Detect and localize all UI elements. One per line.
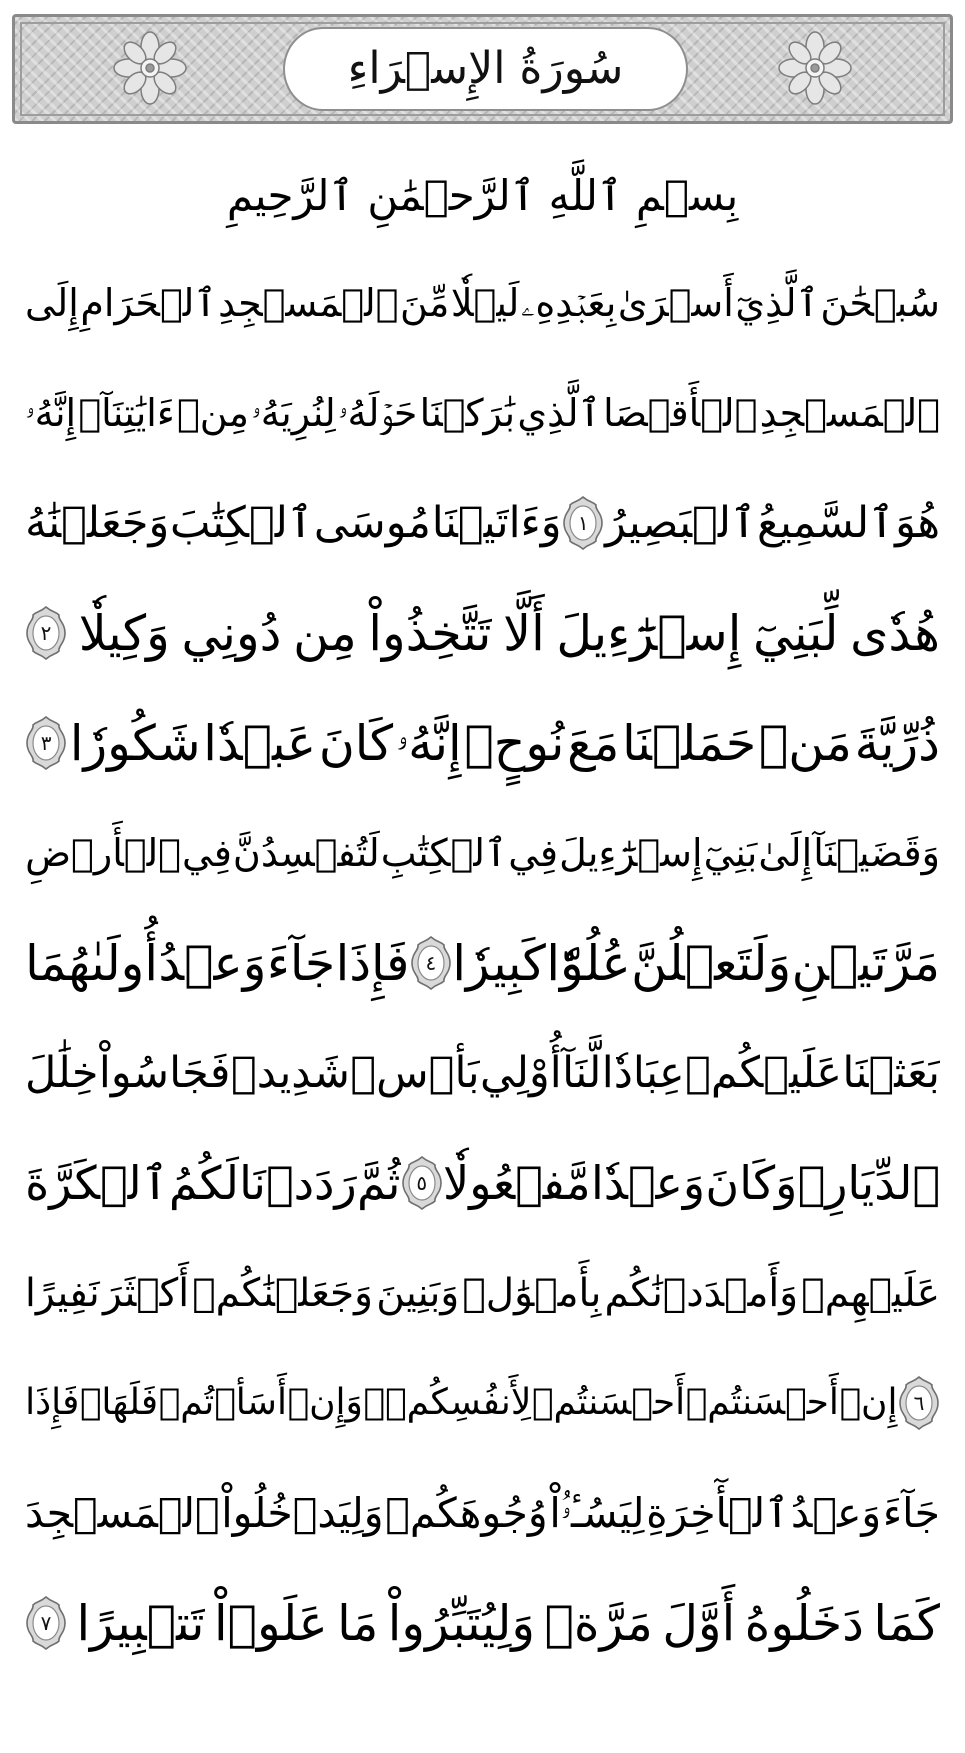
verse-word: فَجَاسُواْ: [98, 1047, 231, 1098]
ayah-number-marker: [562, 495, 604, 551]
verse-word: مُوسَى: [313, 497, 431, 548]
verse-word: وُجُوهَكُمۡ: [385, 1488, 548, 1537]
verse-line: [25, 468, 940, 578]
verse-word: شَدِيدٖ: [230, 1047, 350, 1098]
verse-word: ٱلۡمَسۡجِدَ: [25, 1488, 220, 1537]
verse-word: بِعَبۡدِهِۦ: [520, 281, 617, 325]
ayah-number-marker: [410, 935, 452, 991]
verse-word: بِأَمۡوَٰلٖ: [462, 1270, 602, 1316]
verse-word: ٱلدِّيَارِۚ: [797, 1156, 940, 1210]
verse-word: وَعۡدٗا: [590, 1156, 706, 1210]
ayah-number-marker: [25, 605, 67, 661]
verse-word: ٱلۡأَرۡضِ: [25, 831, 181, 875]
verse-line: [25, 1568, 940, 1678]
verse-word: وَلَتَعۡلُنَّ: [631, 934, 792, 992]
verse-word: عَبۡدٗا: [203, 714, 317, 772]
verse-word: ٱلۡمَسۡجِدِ: [218, 281, 399, 325]
verse-word: وَقَضَيۡنَآ: [813, 831, 940, 875]
verse-word: لِّبَنِيٓ: [753, 604, 839, 662]
verse-word: ٱلۡحَرَامِ: [80, 281, 217, 325]
verse-word: عِبَادٗا: [601, 1047, 685, 1098]
verse-word: أَحۡسَنتُمۡ: [685, 1382, 839, 1423]
verse-word: وَلِيُتَبِّرُواْ: [387, 1594, 536, 1652]
verse-line: [25, 358, 940, 468]
basmala: بِسۡمِ ٱللَّهِ ٱلرَّحۡمَٰنِ ٱلرَّحِيمِ: [226, 171, 739, 220]
verse-word: لَكُمُ: [168, 1156, 239, 1210]
verse-word: وَعۡدُ: [158, 934, 267, 992]
ayah-number: ٦: [913, 1391, 925, 1415]
verse-word: كَانَ: [318, 714, 394, 772]
verse-word: لَتُفۡسِدُنَّ: [232, 831, 380, 875]
verse-word: وَلِيَدۡخُلُواْ: [221, 1488, 384, 1537]
verse-word: كَمَا: [873, 1594, 940, 1652]
verse-word: ٱلَّذِيٓ: [735, 281, 819, 325]
verse-word: مَرَّتَيۡنِ: [791, 934, 940, 992]
verse-word: ٱلَّذِي: [517, 391, 601, 435]
ayah-number-marker: [25, 715, 67, 771]
verse-word: هُوَ: [895, 497, 940, 548]
verse-word: وَعۡدُ: [790, 1488, 882, 1537]
verse-word: أَلَّا: [503, 604, 545, 662]
verse-word: وَجَعَلۡنَٰكُمۡ: [192, 1270, 374, 1316]
verse-word: مِّنَ: [400, 281, 450, 325]
verse-line: [25, 1238, 940, 1348]
verse-word: مَا: [337, 1594, 379, 1652]
verse-word: ٱلۡمَسۡجِدِ: [759, 391, 940, 435]
verse-word: جَآءَ: [882, 1488, 940, 1537]
verse-word: شَكُورٗا: [69, 714, 201, 772]
verse-word: وَكَانَ: [705, 1156, 798, 1210]
verse-word: ذُرِّيَّةَ: [854, 714, 940, 772]
verse-word: جَآءَ: [266, 934, 336, 992]
verse-word: إِلَىٰ: [758, 831, 813, 875]
verse-word: وَأَمۡدَدۡنَٰكُم: [604, 1270, 799, 1316]
ayah-number-marker: [401, 1155, 443, 1211]
verse-word: لِيَسُـٔۥُاْ: [549, 1488, 645, 1537]
verse-word: فِي: [182, 831, 232, 875]
verse-word: بَنِيٓ: [703, 831, 758, 875]
verse-word: هُدٗى: [850, 604, 940, 662]
ayah-number: ٣: [40, 731, 52, 755]
floral-rosette-icon: [778, 31, 852, 105]
verse-word: عُلُوّٗا: [546, 934, 631, 992]
verse-line: [25, 248, 940, 358]
verse-word: عَلَوۡاْ: [213, 1594, 328, 1652]
ayah-number-marker: [898, 1375, 940, 1431]
ayah-number: ٥: [416, 1171, 428, 1195]
verse-word: مَرَّةٖ: [544, 1594, 653, 1652]
verse-word: إِسۡرَٰٓءِيلَ: [556, 604, 742, 662]
verse-word: أَسۡرَىٰ: [617, 281, 734, 325]
verse-word: حَوۡلَهُۥ: [338, 391, 418, 435]
verse-word: ٱلۡأٓخِرَةِ: [646, 1488, 790, 1537]
verse-word: أَكۡثَرَ: [102, 1270, 190, 1316]
verse-word: ٱلۡكِتَٰبَ: [170, 497, 314, 548]
verse-word: ٱلسَّمِيعُ: [756, 497, 895, 548]
verse-line: [25, 688, 940, 798]
verse-line: [25, 1018, 940, 1128]
ayah-number: ١: [577, 511, 589, 535]
verse-word: حَمَلۡنَا: [622, 714, 757, 772]
verse-line: [25, 1348, 940, 1458]
verse-lines: [25, 248, 940, 1678]
verse-word: إِنَّهُۥ: [395, 714, 462, 772]
verse-word: أُولَىٰهُمَا: [25, 934, 158, 992]
verse-line: [25, 1128, 940, 1238]
verse-word: مَنۡ: [758, 714, 852, 772]
verse-word: إِلَى: [25, 281, 79, 325]
verse-word: وَكِيلٗا: [78, 604, 170, 662]
verse-word: نُوحٍۚ: [464, 714, 565, 772]
verse-line: [25, 1458, 940, 1568]
verse-word: بَعَثۡنَا: [842, 1047, 940, 1098]
verse-word: مَعَ: [567, 714, 620, 772]
surah-header-banner: [12, 14, 953, 124]
surah-title-cartouche: [283, 27, 688, 111]
verse-line: [25, 798, 940, 908]
verse-word: دَخَلُوهُ: [744, 1594, 864, 1652]
surah-title: سُورَةُ الإِسۡرَاءِ: [347, 43, 624, 94]
verse-word: أُوْلِي: [480, 1047, 562, 1098]
verse-word: ءَايَٰتِنَآۚ: [78, 391, 175, 435]
verse-word: نَفِيرًا: [25, 1270, 100, 1316]
verse-word: ٱلۡبَصِيرُ: [605, 497, 757, 548]
verse-word: وَبَنِينَ: [376, 1270, 460, 1316]
verse-word: خِلَٰلَ: [25, 1047, 99, 1098]
verse-word: عَلَيۡهِمۡ: [801, 1270, 940, 1316]
verse-word: وَجَعَلۡنَٰهُ: [25, 497, 170, 548]
verse-word: لَيۡلٗا: [450, 281, 520, 325]
verse-word: بَٰرَكۡنَا: [419, 391, 516, 435]
verse-word: كَبِيرٗا: [452, 934, 546, 992]
verse-word: أَحۡسَنتُمۡ: [531, 1382, 686, 1423]
verse-line: [25, 578, 940, 688]
verse-word: فَإِذَا: [25, 1382, 80, 1423]
verse-word: عَلَيۡكُمۡ: [685, 1047, 842, 1098]
verse-word: مِن: [293, 604, 357, 662]
verse-word: مِنۡ: [176, 391, 250, 435]
verse-word: إِنَّهُۥ: [25, 391, 77, 435]
verse-word: وَءَاتَيۡنَا: [431, 497, 562, 548]
verse-word: ٱلۡكَرَّةَ: [25, 1156, 169, 1210]
verse-word: مَّفۡعُولٗا: [442, 1156, 591, 1210]
ayah-number-marker: [25, 1595, 67, 1651]
verse-word: أَوَّلَ: [662, 1594, 736, 1652]
verse-word: رَدَدۡنَا: [239, 1156, 357, 1210]
ayah-number: ٢: [40, 621, 52, 645]
verse-word: إِنۡ: [839, 1382, 898, 1423]
ayah-number: ٧: [40, 1611, 52, 1635]
verse-word: بَأۡسٖ: [350, 1047, 480, 1098]
verse-word: فَإِذَا: [335, 934, 410, 992]
verse-word: لِنُرِيَهُۥ: [251, 391, 336, 435]
verse-line: [25, 908, 940, 1018]
verse-word: أَسَأۡتُمۡ: [158, 1382, 287, 1423]
verse-word: وَإِنۡ: [287, 1382, 363, 1423]
verse-word: دُونِي: [181, 604, 282, 662]
verse-word: لَّنَآ: [562, 1047, 602, 1098]
verse-word: ٱلۡكِتَٰبِ: [380, 831, 508, 875]
verse-word: سُبۡحَٰنَ: [820, 281, 940, 325]
verse-word: ٱلۡأَقۡصَا: [603, 391, 758, 435]
verse-word: لِأَنفُسِكُمۡۖ: [363, 1382, 532, 1423]
verse-word: فَلَهَاۚ: [79, 1382, 159, 1423]
verse-word: تَتَّخِذُواْ: [368, 604, 492, 662]
verse-word: تَتۡبِيرًا: [76, 1594, 205, 1652]
floral-rosette-icon: [113, 31, 187, 105]
ayah-number: ٤: [425, 951, 437, 975]
verse-word: ثُمَّ: [357, 1156, 401, 1210]
verse-word: إِسۡرَٰٓءِيلَ: [559, 831, 703, 875]
verse-word: فِي: [508, 831, 559, 875]
